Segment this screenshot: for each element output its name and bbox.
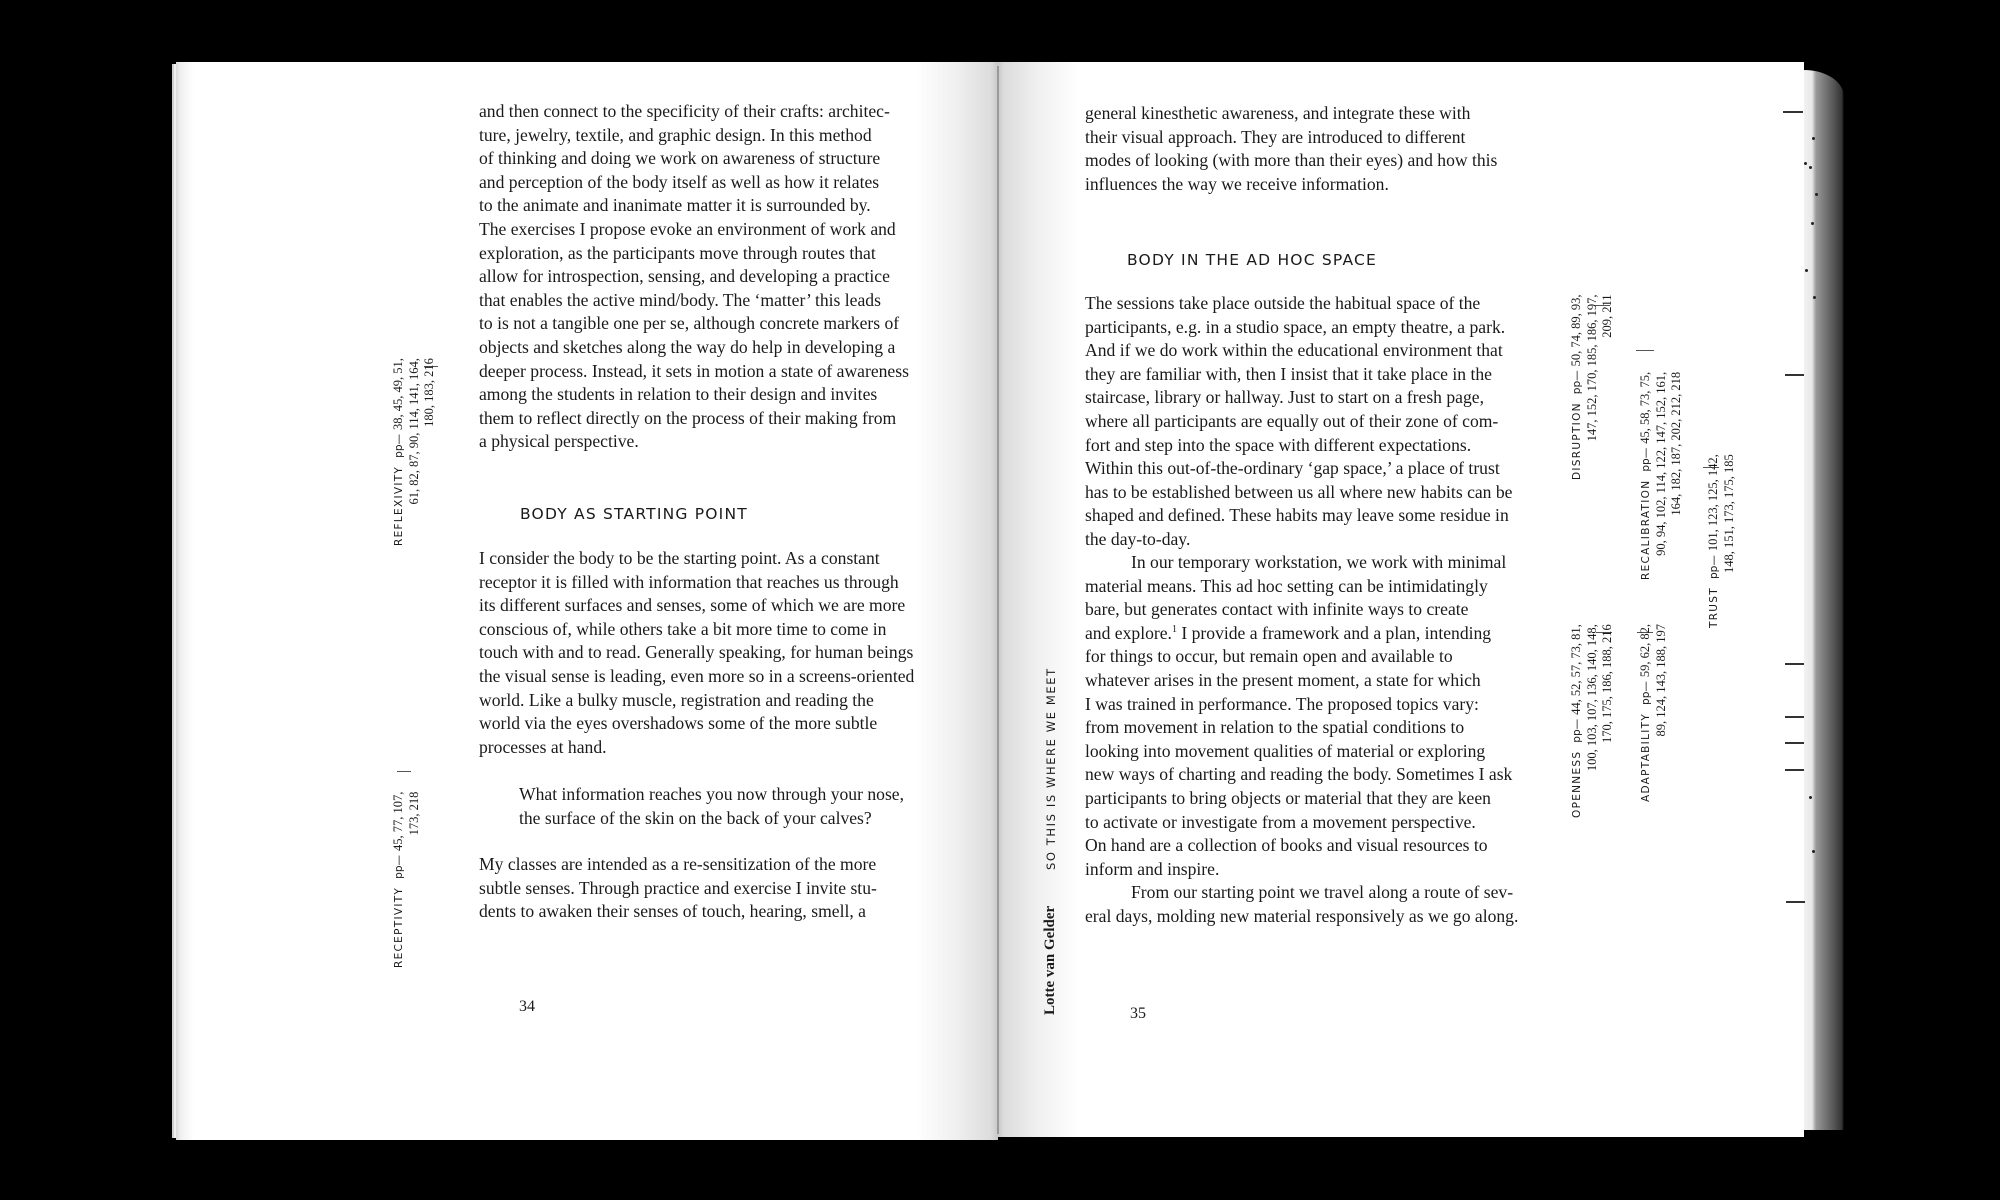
margin-refs: 180, 183, 216 bbox=[422, 358, 436, 427]
margin-pp: pp— bbox=[1571, 718, 1583, 743]
text-line: My classes are intended as a re-sensitization of the more bbox=[479, 854, 877, 874]
margin-refs: 61, 82, 87, 90, 114, 141, 164, bbox=[407, 358, 421, 505]
text-line: objects and sketches along the way do help in developing a bbox=[479, 336, 896, 357]
text-line: exploration, as the participants move through routes that bbox=[479, 242, 876, 263]
margin-refs: 59, 62, 82, bbox=[1638, 623, 1652, 678]
right-paragraph-1 bbox=[1085, 102, 1497, 196]
margin-note-adaptability bbox=[1637, 624, 1669, 802]
text-line: Within this out-of-the-ordinary ‘gap space,’ a place of trust bbox=[1085, 458, 1500, 479]
left-paragraph-2 bbox=[479, 547, 914, 759]
text-line: material means. This ad hoc setting can be intimidatingly bbox=[1085, 575, 1488, 596]
margin-refs: 89, 124, 143, 188, 197 bbox=[1654, 623, 1668, 737]
margin-note-row bbox=[1637, 372, 1654, 580]
text-line: I consider the body to be the starting point. As a constant bbox=[479, 548, 880, 568]
text-line: has to be established between us all where new habits can be bbox=[1085, 481, 1513, 502]
text-line: and then connect to the specificity of their crafts: architec- bbox=[479, 101, 890, 121]
margin-term: OPENNESS bbox=[1571, 750, 1583, 818]
text-line: general kinesthetic awareness, and integrate these with bbox=[1085, 103, 1471, 123]
text-line: they are familiar with, then I insist that it take place in the bbox=[1085, 363, 1492, 384]
right-paragraph-4 bbox=[1085, 881, 1518, 928]
right-paragraph-3 bbox=[1085, 551, 1512, 881]
text-line: the visual sense is leading, even more so in a screens-oriented bbox=[479, 665, 915, 686]
text-line: them to reflect directly on the process of their making from bbox=[479, 407, 897, 428]
text-line: From our starting point we travel along a route of sev- bbox=[1131, 882, 1514, 902]
text-line: allow for introspection, sensing, and developing a practice bbox=[479, 266, 890, 287]
book-gutter bbox=[997, 66, 999, 1134]
margin-note-rule bbox=[1636, 350, 1654, 351]
margin-refs: 209, 211 bbox=[1600, 294, 1614, 338]
fore-edge-tab-mark bbox=[1785, 716, 1804, 718]
edge-speck bbox=[1812, 850, 1815, 853]
text-line: ture, jewelry, textile, and graphic design. In this method bbox=[479, 124, 872, 145]
margin-pp: pp— bbox=[1640, 447, 1652, 472]
text-line: its different surfaces and senses, some of which we are more bbox=[479, 595, 906, 616]
running-head-author bbox=[1041, 906, 1059, 1015]
margin-refs: 50, 74, 89, 93, bbox=[1569, 294, 1583, 367]
text-line: fort and step into the space with different expectations. bbox=[1085, 434, 1472, 455]
section-heading-body-as-starting-point: BODY AS STARTING POINT bbox=[520, 505, 748, 523]
margin-refs: 45, 77, 107, bbox=[391, 791, 405, 851]
margin-refs: 90, 94, 102, 114, 122, 147, 152, 161, bbox=[1654, 371, 1668, 556]
margin-refs: 100, 103, 107, 136, 140, 148, bbox=[1585, 624, 1599, 772]
margin-note-reflexivity bbox=[390, 358, 437, 546]
text-line: subtle senses. Through practice and exercise I invite stu- bbox=[479, 877, 877, 898]
author-name: Lotte van Gelder bbox=[1042, 905, 1058, 1015]
margin-term: TRUST bbox=[1708, 587, 1720, 628]
quote-line: the surface of the skin on the back of your calves? bbox=[519, 807, 872, 828]
text-line: world. Like a bulky muscle, registration and reading the bbox=[479, 689, 874, 710]
margin-term: RECEPTIVITY bbox=[393, 886, 405, 968]
right-paragraph-2 bbox=[1085, 292, 1512, 552]
text-line: The exercises I propose evoke an environment of work and bbox=[479, 218, 896, 239]
right-page-stack-edge bbox=[1804, 70, 1844, 1130]
text-line: The sessions take place outside the habitual space of the bbox=[1085, 293, 1481, 313]
margin-refs: 173, 218 bbox=[407, 791, 421, 836]
margin-note-disruption bbox=[1568, 294, 1615, 480]
edge-speck bbox=[1805, 269, 1808, 272]
text-line: where all participants are equally out of their zone of com- bbox=[1085, 410, 1499, 431]
edge-speck bbox=[1809, 796, 1812, 799]
edge-speck bbox=[1811, 222, 1814, 225]
text-line: of thinking and doing we work on awareness of structure bbox=[479, 148, 881, 169]
text-line: that enables the active mind/body. The ‘matter’ this leads bbox=[479, 289, 881, 310]
text-line: shaped and defined. These habits may leave some residue in bbox=[1085, 505, 1509, 526]
text-line: to activate or investigate from a movement perspective. bbox=[1085, 811, 1476, 832]
margin-note-row bbox=[390, 792, 407, 968]
text-line: from movement in relation to the spatial conditions to bbox=[1085, 717, 1465, 738]
text-line: to the animate and inanimate matter it is surrounded by. bbox=[479, 195, 871, 216]
text-line bbox=[1085, 622, 1512, 646]
text-line: processes at hand. bbox=[479, 736, 607, 757]
fore-edge-tab-mark bbox=[1786, 901, 1805, 903]
text-line: In our temporary workstation, we work with minimal bbox=[1131, 552, 1507, 572]
left-paragraph-1 bbox=[479, 100, 909, 454]
margin-note-trust bbox=[1705, 454, 1737, 628]
fore-edge-tab-mark bbox=[1785, 769, 1804, 771]
text-line: looking into movement qualities of material or exploring bbox=[1085, 740, 1486, 761]
margin-refs: 44, 52, 57, 73, 81, bbox=[1569, 624, 1583, 715]
text-line: for things to occur, but remain open and available to bbox=[1085, 646, 1453, 667]
text-line: new ways of charting and reading the body. Sometimes I ask bbox=[1085, 764, 1513, 785]
text-line: On hand are a collection of books and visual resources to bbox=[1085, 835, 1488, 856]
margin-refs: 101, 123, 125, 142, bbox=[1706, 454, 1720, 552]
edge-speck bbox=[1813, 296, 1816, 299]
fore-edge-tab-mark bbox=[1785, 742, 1804, 744]
margin-term: ADAPTABILITY bbox=[1640, 712, 1652, 802]
text-line: modes of looking (with more than their eyes) and how this bbox=[1085, 150, 1498, 171]
edge-speck bbox=[1815, 193, 1818, 196]
text-fragment: and explore. bbox=[1085, 622, 1172, 643]
running-head-title bbox=[1042, 667, 1060, 870]
fore-edge-tab-mark bbox=[1785, 663, 1804, 665]
text-line: receptor it is filled with information that reaches us through bbox=[479, 571, 899, 592]
book-title: SO THIS IS WHERE WE MEET bbox=[1044, 667, 1058, 870]
margin-note-row bbox=[390, 358, 407, 546]
margin-note-row bbox=[1705, 454, 1722, 628]
margin-pp: pp— bbox=[1571, 370, 1583, 395]
text-line: the day-to-day. bbox=[1085, 528, 1191, 549]
margin-refs: 147, 152, 170, 185, 186, 197, bbox=[1585, 294, 1599, 442]
text-line: among the students in relation to their design and invites bbox=[479, 384, 878, 405]
text-line: to is not a tangible one per se, although concrete markers of bbox=[479, 313, 900, 334]
footnote-marker[interactable]: 1 bbox=[1171, 623, 1177, 635]
text-line: touch with and to read. Generally speaking, for human beings bbox=[479, 642, 914, 663]
text-line: I was trained in performance. The proposed topics vary: bbox=[1085, 693, 1479, 714]
margin-refs: 148, 151, 173, 175, 185 bbox=[1722, 454, 1736, 574]
margin-note-rule bbox=[397, 771, 411, 772]
margin-term: REFLEXIVITY bbox=[393, 465, 405, 546]
text-line: bare, but generates contact with infinite ways to create bbox=[1085, 599, 1469, 620]
left-paragraph-3 bbox=[479, 853, 877, 924]
edge-speck bbox=[1812, 137, 1815, 140]
text-line: And if we do work within the educational environment that bbox=[1085, 340, 1503, 361]
margin-note-row bbox=[1637, 624, 1654, 802]
margin-pp: pp— bbox=[1640, 681, 1652, 705]
block-quote bbox=[519, 783, 904, 830]
text-line: eral days, molding new material responsively as we go along. bbox=[1085, 905, 1519, 926]
margin-refs: 38, 45, 49, 51, bbox=[391, 358, 405, 430]
margin-pp: pp— bbox=[393, 434, 405, 458]
page-number-left: 34 bbox=[519, 998, 535, 1015]
margin-refs: 170, 175, 186, 188, 216 bbox=[1600, 624, 1614, 743]
text-line: a physical perspective. bbox=[479, 431, 639, 452]
margin-term: RECALIBRATION bbox=[1640, 479, 1652, 580]
fore-edge-tab-mark bbox=[1783, 111, 1803, 113]
text-line: dents to awaken their senses of touch, hearing, smell, a bbox=[479, 901, 866, 922]
margin-refs: 164, 182, 187, 202, 212, 218 bbox=[1669, 371, 1683, 516]
margin-note-recalibration bbox=[1637, 372, 1684, 580]
margin-pp: pp— bbox=[393, 855, 405, 879]
text-line: participants to bring objects or material that they are keen bbox=[1085, 787, 1491, 808]
margin-term: DISRUPTION bbox=[1571, 402, 1583, 480]
text-line: and perception of the body itself as well as how it relates bbox=[479, 171, 880, 192]
fore-edge-tab-mark bbox=[1785, 374, 1804, 376]
text-line: influences the way we receive information. bbox=[1085, 173, 1389, 194]
text-line: whatever arises in the present moment, a state for which bbox=[1085, 669, 1481, 690]
page-number-right: 35 bbox=[1130, 1005, 1146, 1022]
margin-note-row bbox=[1568, 624, 1585, 818]
quote-line: What information reaches you now through your nose, bbox=[519, 784, 905, 804]
margin-refs: 45, 58, 73, 75, bbox=[1638, 371, 1652, 444]
margin-note-row bbox=[1568, 294, 1585, 480]
margin-note-openness bbox=[1568, 624, 1615, 818]
edge-speck bbox=[1809, 166, 1812, 169]
text-line: participants, e.g. in a studio space, an empty theatre, a park. bbox=[1085, 316, 1506, 337]
text-line: conscious of, while others take a bit more time to come in bbox=[479, 618, 887, 639]
text-line: staircase, library or hallway. Just to start on a fresh page, bbox=[1085, 387, 1484, 408]
text-fragment: I provide a framework and a plan, intending bbox=[1176, 622, 1492, 643]
margin-pp: pp— bbox=[1708, 555, 1720, 580]
text-line: world via the eyes overshadows some of the more subtle bbox=[479, 713, 878, 734]
text-line: inform and inspire. bbox=[1085, 858, 1220, 879]
edge-speck bbox=[1804, 162, 1807, 165]
text-line: deeper process. Instead, it sets in motion a state of awareness bbox=[479, 360, 909, 381]
margin-note-receptivity bbox=[390, 792, 422, 968]
text-line: their visual approach. They are introduced to different bbox=[1085, 126, 1466, 147]
section-heading-body-in-the-ad-hoc-space: BODY IN THE AD HOC SPACE bbox=[1127, 251, 1377, 269]
